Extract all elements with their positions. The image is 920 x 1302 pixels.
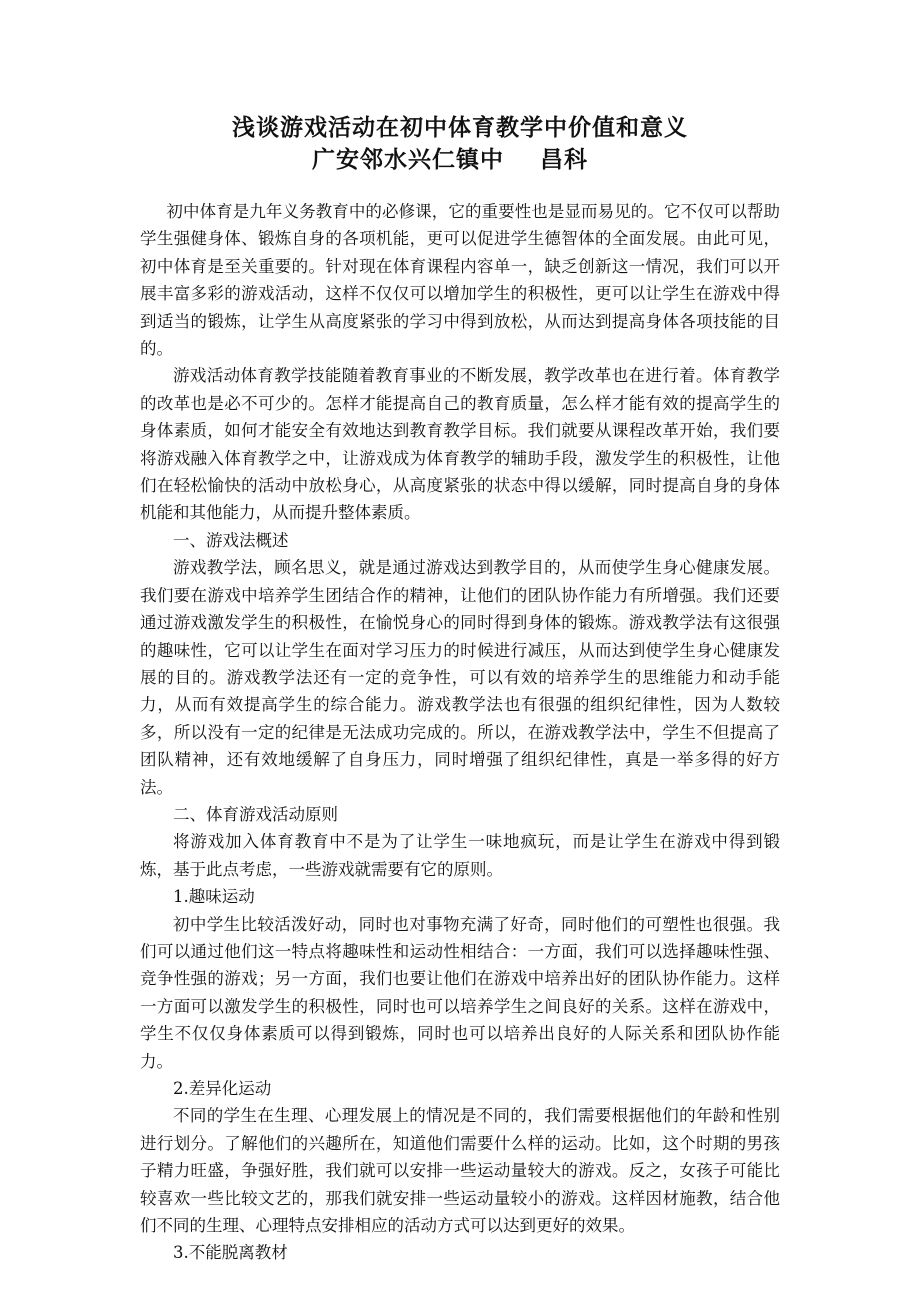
subsection-heading-2: 2.差异化运动 [173, 1079, 272, 1098]
author-line [0, 145, 910, 175]
document-body [140, 198, 780, 1267]
paragraph: 不同的学生在生理、心理发展上的情况是不同的，我们需要根据他们的年龄和性别进行划分。了解他们的兴趣所在，知道他们需要什么样的运动。比如，这个时期的男孩子精力旺盛，争强好胜，我们就可以安排一些运动量较大的游戏。反之，女孩子可能比较喜欢一些比较文艺的，那我们就安排一些运动量较小的游戏。这样因材施教，结合他们不同的生理、心理特点安排相应的活动方式可以达到更好的效果。 [140, 1106, 780, 1236]
paragraph: 游戏教学法，顾名思义，就是通过游戏达到教学目的，从而使学生身心健康发展。我们要在游戏中培养学生团结合作的精神，让他们的团队协作能力有所增强。我们还要通过游戏激发学生的积极性，在愉悦身心的同时得到身体的锻炼。游戏教学法有这很强的趣味性，它可以让学生在面对学习压力的时候进行减压，从而达到使学生身心健康发展的目的。游戏教学法还有一定的竞争性，可以有效的培养学生的思维能力和动手能力，从而有效提高学生的综合能力。游戏教学法也有很强的组织纪律性，因为人数较多，所以没有一定的纪律是无法成功完成的。所以，在游戏教学法中，学生不但提高了团队精神，还有效地缓解了自身压力，同时增强了组织纪律性，真是一举多得的好方法。 [140, 558, 780, 797]
paragraph: 将游戏加入体育教育中不是为了让学生一味地疯玩，而是让学生在游戏中得到锻炼，基于此点考虑，一些游戏就需要有它的原则。 [140, 832, 780, 879]
subsection-heading-3: 3.不能脱离教材 [173, 1243, 288, 1263]
paragraph: 初中学生比较活泼好动，同时也对事物充满了好奇，同时他们的可塑性也很强。我们可以通过他们这一特点将趣味性和运动性相结合：一方面，我们可以选择趣味性强、竞争性强的游戏；另一方面，我们也要让他们在游戏中培养出好的团队协作能力。这样一方面可以激发学生的积极性，同时也可以培养学生之间良好的关系。这样在游戏中，学生不仅仅身体素质可以得到锻炼，同时也可以培养出良好的人际关系和团队协作能力。 [140, 914, 780, 1071]
author-name: 昌科 [540, 146, 588, 173]
document-title: 浅谈游戏活动在初中体育教学中价值和意义 [232, 114, 688, 141]
paragraph: 游戏活动体育教学技能随着教育事业的不断发展，教学改革也在进行着。体育教学的改革也是必不可少的。怎样才能提高自己的教育质量，怎么样才能有效的提高学生的身体素质，如何才能安全有效地达到教育教学目标。我们就要从课程改革开始，我们要将游戏融入体育教学之中，让游戏成为体育教学的辅助手段，激发学生的积极性，让他们在轻松愉快的活动中放松身心，从高度紧张的状态中得以缓解，同时提高自身的身体机能和其他能力，从而提升整体素质。 [140, 366, 780, 523]
subsection-heading-1: 1.趣味运动 [173, 887, 255, 907]
section-heading-2: 二、体育游戏活动原则 [173, 804, 338, 824]
author-place: 广安邻水兴仁镇中 [312, 146, 504, 173]
paragraph-intro: 初中体育是九年义务教育中的必修课，它的重要性也是显而易见的。它不仅可以帮助学生强健身体、锻炼自身的各项机能，更可以促进学生德智体的全面发展。由此可见，初中体育是至关重要的。针对现在体育课程内容单一，缺乏创新这一情况，我们可以开展丰富多彩的游戏活动，这样不仅仅可以增加学生的积极性，更可以让学生在游戏中得到适当的锻炼，让学生从高度紧张的学习中得到放松，从而达到提高身体各项技能的目的。 [140, 202, 780, 359]
section-heading-1: 一、游戏法概述 [173, 530, 289, 550]
